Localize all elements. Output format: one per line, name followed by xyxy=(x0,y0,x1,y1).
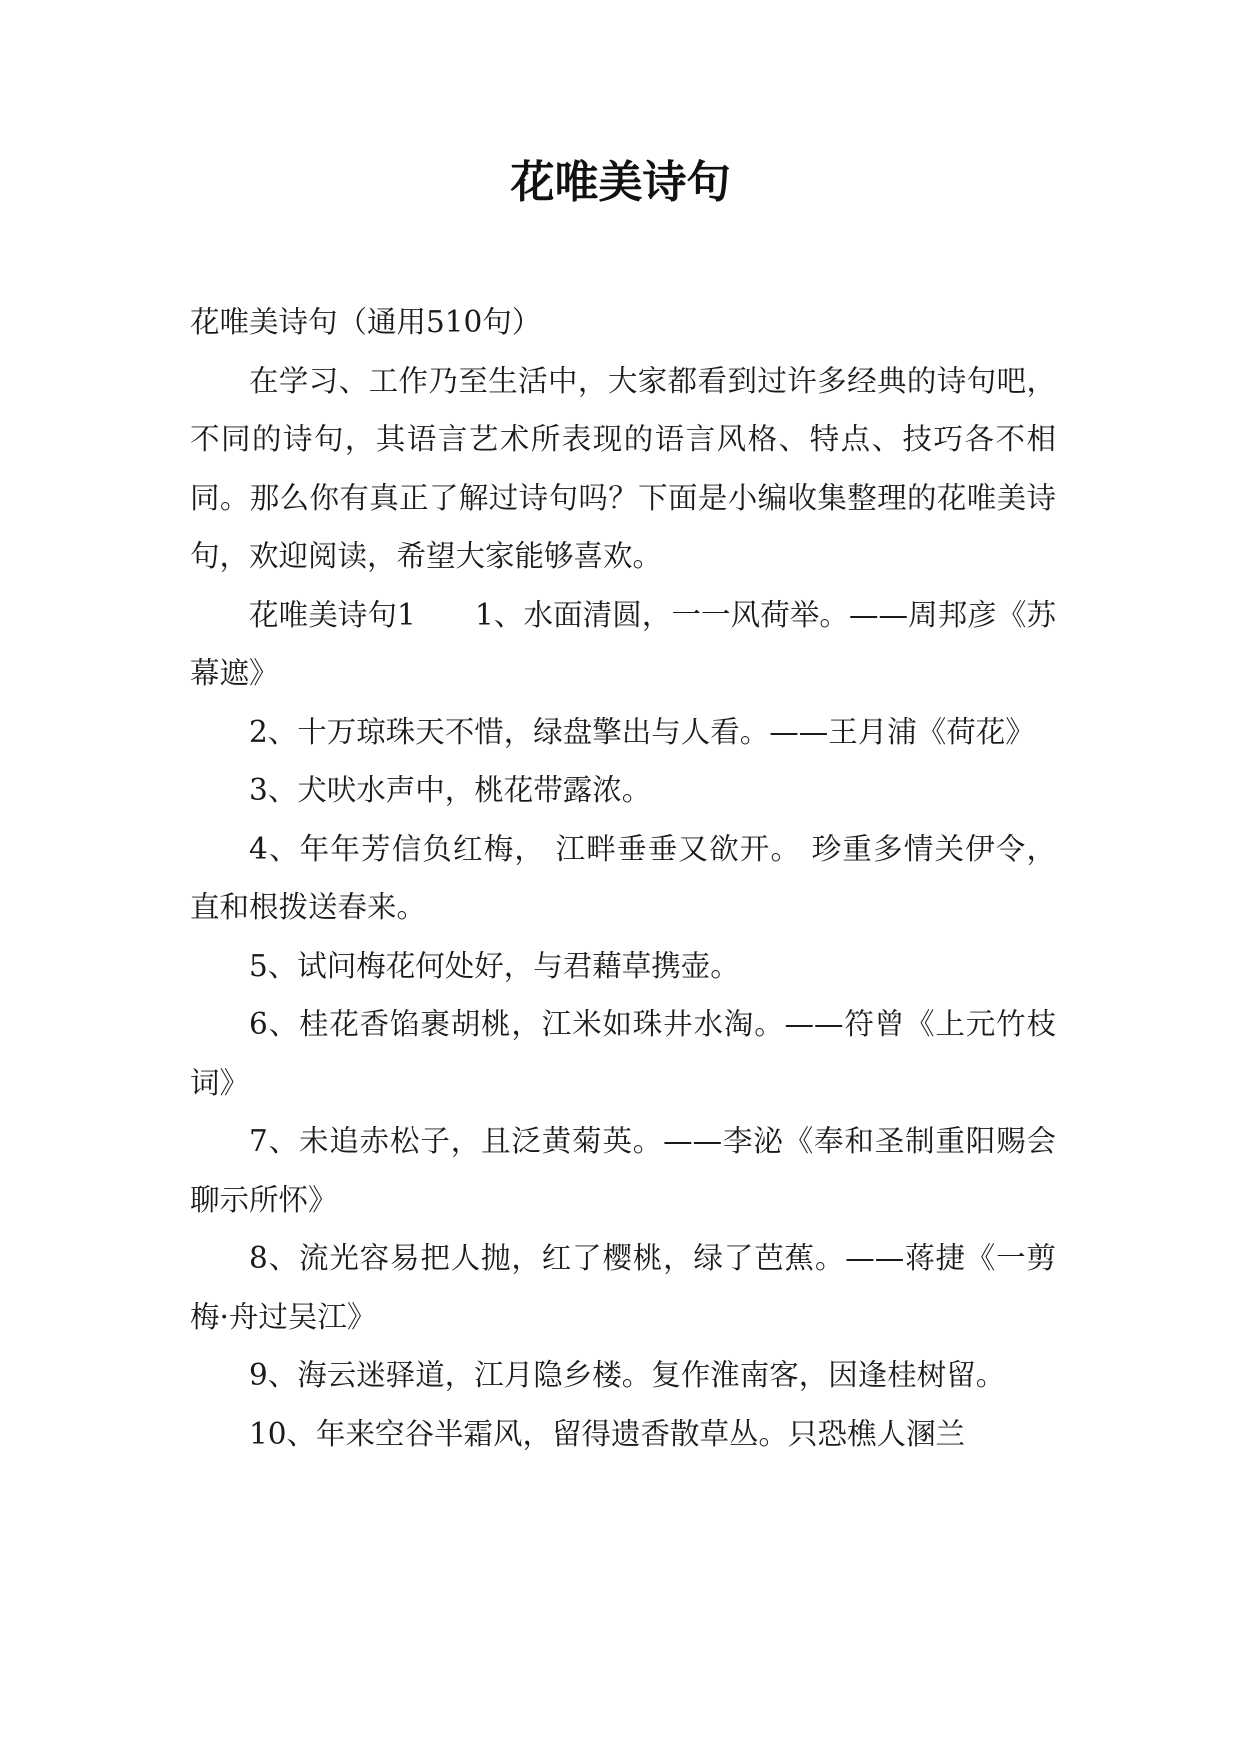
intro-paragraph: 在学习、工作乃至生活中，大家都看到过许多经典的诗句吧，不同的诗句，其语言艺术所表现的语言风格、特点、技巧各不相同。那么你有真正了解过诗句吗？下面是小编收集整理的花唯美诗句，欢迎阅读，希望大家能够喜欢。 xyxy=(190,363,1056,573)
poem-line-8: 8、流光容易把人抛，红了樱桃，绿了芭蕉。——蒋捷《一剪梅·舟过吴江》 xyxy=(190,1241,1056,1334)
poem-line-3: 3、犬吠水声中，桃花带露浓。 xyxy=(249,773,652,807)
poem-line-7: 7、未追赤松子，且泛黄菊英。——李泌《奉和圣制重阳赐会聊示所怀》 xyxy=(190,1124,1056,1217)
poem-line-4: 4、年年芳信负红梅， 江畔垂垂又欲开。 珍重多情关伊令， 直和根拨送春来。 xyxy=(190,831,1056,924)
document-body xyxy=(190,293,1056,1463)
poem-line-2: 2、十万琼珠天不惜，绿盘擎出与人看。——王月浦《荷花》 xyxy=(249,714,1035,749)
poem-line-5: 5、试问梅花何处好，与君藉草携壶。 xyxy=(249,948,740,983)
poem-line-10: 10、年来空谷半霜风，留得遗香散草丛。只恐樵人溷兰 xyxy=(249,1416,966,1451)
poem-line-9: 9、海云迷驿道，江月隐乡楼。复作淮南客，因逢桂树留。 xyxy=(249,1358,1006,1392)
poem-line-6: 6、桂花香馅裹胡桃，江米如珠井水淘。——符曾《上元竹枝词》 xyxy=(190,1007,1056,1100)
subtitle-paragraph: 花唯美诗句（通用510句） xyxy=(190,305,542,339)
document-title: 花唯美诗句 xyxy=(510,157,731,208)
poem-line-1: 花唯美诗句1 1、水面清圆，一一风荷举。——周邦彦《苏幕遮》 xyxy=(190,597,1056,690)
